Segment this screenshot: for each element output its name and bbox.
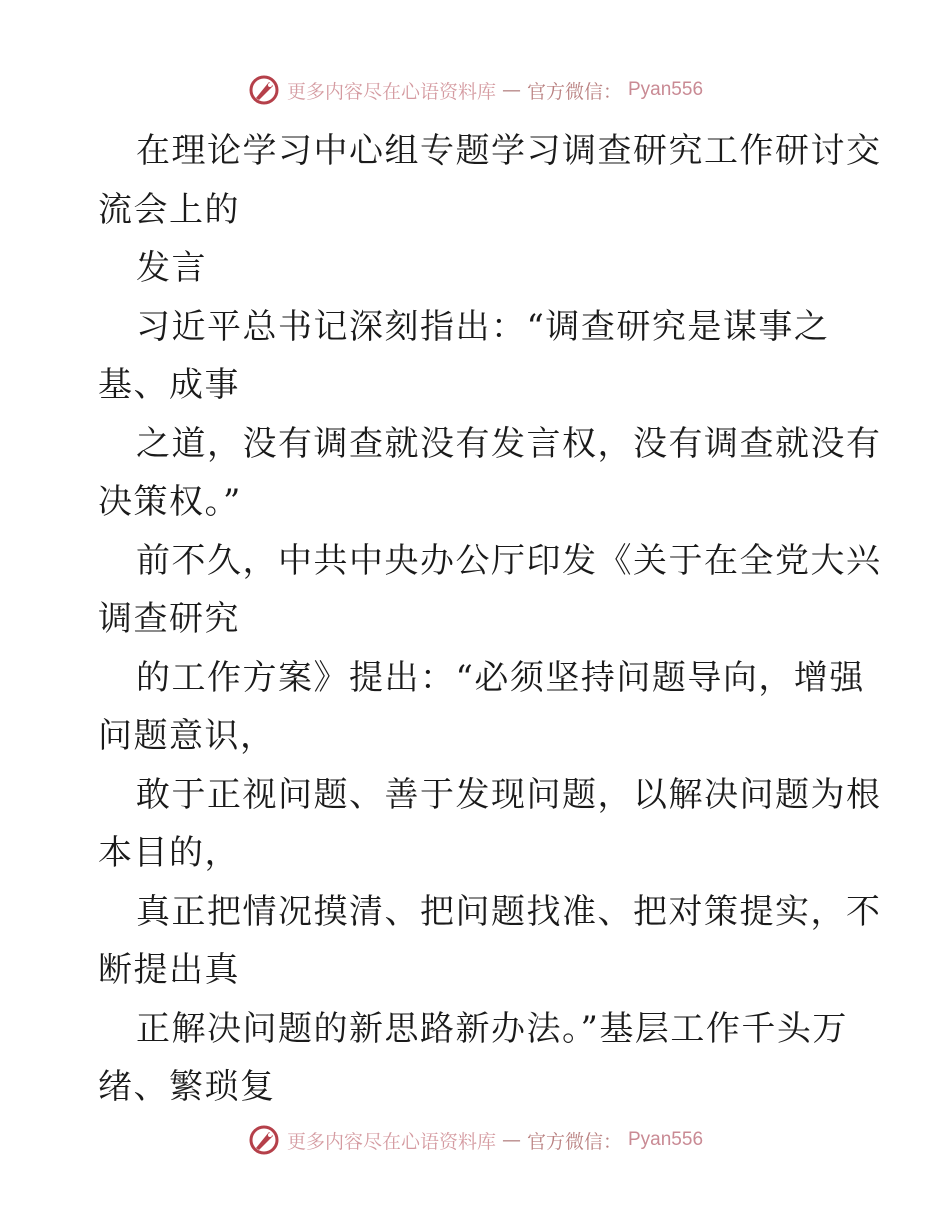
text-line: 决策权。”: [98, 482, 242, 522]
text-line: 敢于正视问题、善于发现问题，以解决问题为根: [136, 774, 882, 815]
text-line: 正解决问题的新思路新办法。”基层工作千头万: [136, 1008, 848, 1049]
footer-watermark-banner: [0, 1120, 950, 1160]
watermark-wechat-handle: Pyan556: [628, 79, 704, 100]
watermark-wechat-label: 官方微信：: [526, 1130, 622, 1153]
text-line: 的工作方案》提出：“必须坚持问题导向，增强: [136, 657, 865, 698]
pen-nib-logo-icon: [247, 73, 281, 107]
header-watermark-banner: [0, 70, 950, 110]
document-body: [98, 122, 882, 1117]
text-line: 在理论学习中心组专题学习调查研究工作研讨交: [136, 131, 882, 171]
watermark-brand-text: 更多内容尽在心语资料库: [286, 1130, 496, 1153]
text-line: 之道，没有调查就没有发言权，没有调查就没有: [136, 423, 882, 464]
text-line: 问题意识，: [98, 716, 276, 756]
text-line: 习近平总书记深刻指出：“调查研究是谋事之: [136, 306, 830, 347]
watermark-wechat-handle: Pyan556: [628, 1129, 704, 1150]
watermark-separator: —: [501, 1129, 521, 1151]
watermark-brand-text: 更多内容尽在心语资料库: [286, 80, 496, 103]
text-line: 断提出真: [98, 950, 240, 990]
text-line: 本目的，: [98, 833, 240, 873]
text-line: 绪、繁琐复: [98, 1067, 276, 1107]
pen-nib-logo-icon: [247, 1123, 281, 1157]
text-line: 调查研究: [98, 599, 240, 639]
text-line: 流会上的: [98, 189, 240, 230]
text-line: 基、成事: [98, 365, 240, 405]
text-line: 真正把情况摸清、把问题找准、把对策提实，不: [136, 891, 882, 932]
text-line: 前不久，中共中央办公厅印发《关于在全党大兴: [136, 540, 882, 581]
watermark-separator: —: [501, 79, 521, 101]
watermark-wechat-label: 官方微信：: [526, 80, 622, 103]
text-line: 发言: [136, 248, 207, 288]
